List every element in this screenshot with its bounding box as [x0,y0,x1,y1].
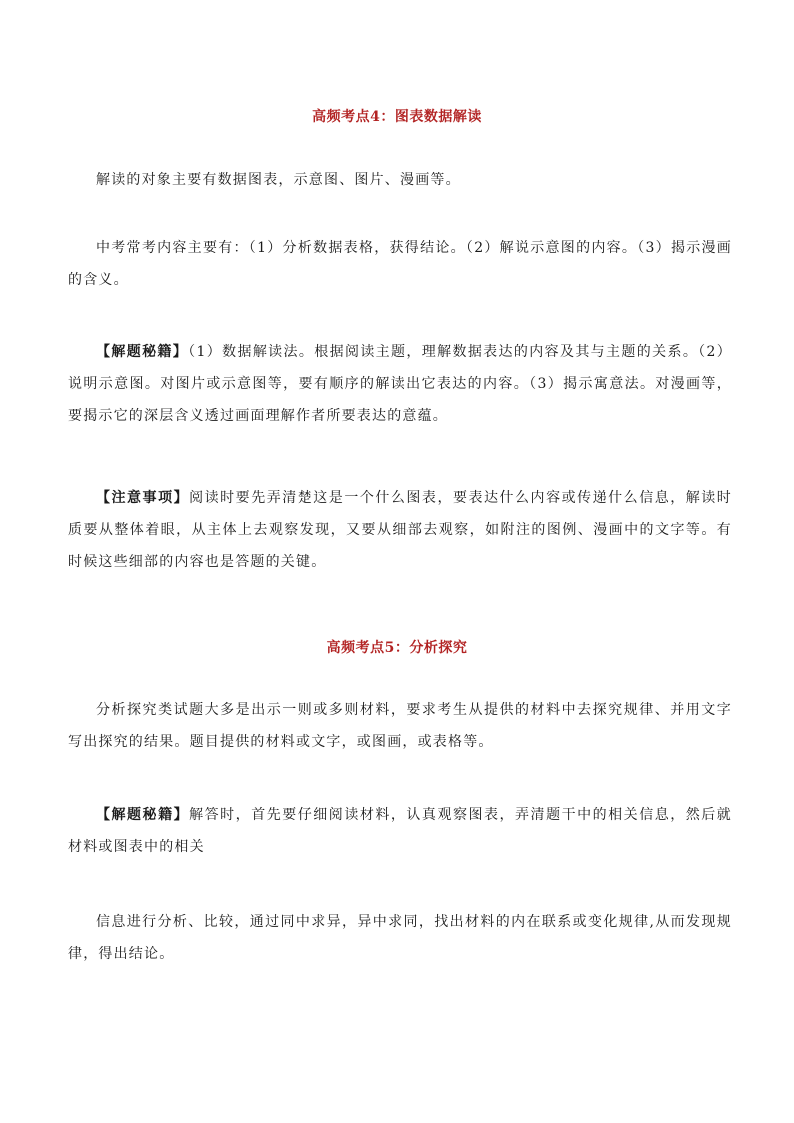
section4-tips-paragraph [68,336,732,432]
section5-tips-paragraph [68,799,732,863]
section4-notes-text: 阅读时要先弄清楚这是一个什么图表，要表达什么内容或传递什么信息，解读时质要从整体着眼，从主体上去观察发现，又要从细部去观察，如附注的图例、漫画中的文字等。有时候这些细部的内容也是答题的关键。 [68,490,733,570]
section5-tips-text: 解答时，首先要仔细阅读材料，认真观察图表，弄清题干中的相关信息，然后就材料或图表中的相关 [68,807,733,855]
section4-notes-paragraph [68,482,732,578]
section4-tips-label: 【解题秘籍】 [96,344,189,360]
section5-tips-label: 【解题秘籍】 [96,807,190,823]
section4-content: 中考常考内容主要有：（1）分析数据表格，获得结论。（2）解说示意图的内容。（3）揭示漫画的含义。 [68,240,732,288]
section5-continuation: 信息进行分析、比较，通过同中求异，异中求同，找出材料的内在联系或变化规律,从而发现规律，得出结论。 [68,914,732,962]
section5-heading: 高频考点5：分析探究 [326,640,468,656]
section4-heading: 高频考点4：图表数据解读 [312,109,482,125]
section4-notes-label: 【注意事项】 [96,490,190,506]
section4-intro: 解读的对象主要有数据图表，示意图、图片、漫画等。 [96,172,461,188]
section5-intro: 分析探究类试题大多是出示一则或多则材料，要求考生从提供的材料中去探究规律、并用文字写出探究的结果。题目提供的材料或文字，或图画，或表格等。 [68,702,732,750]
section4-tips-text: （1）数据解读法。根据阅读主题，理解数据表达的内容及其与主题的关系。（2）说明示意图。对图片或示意图等，要有顺序的解读出它表达的内容。（3）揭示寓意法。对漫画等，要揭示它的深层含义透过画面理解作者所要表达的意蕴。 [68,344,732,424]
